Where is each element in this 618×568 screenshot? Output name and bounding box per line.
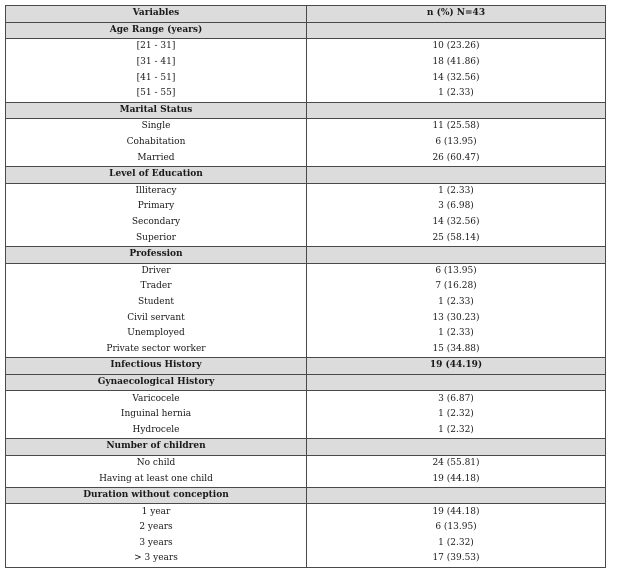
row-label: Superior: [6, 230, 307, 246]
row-value: 14 (32.56): [307, 70, 606, 86]
row-value: 1 (2.32): [307, 536, 606, 552]
row-label: Primary: [6, 199, 307, 215]
row-value: 19 (44.18): [307, 471, 606, 487]
section-row: [6, 166, 606, 183]
row-value: 25 (58.14): [307, 230, 606, 246]
row-label: No child: [6, 455, 307, 471]
section-value: [307, 102, 606, 119]
row-value: 1 (2.33): [307, 326, 606, 342]
table-row: [6, 86, 606, 102]
table-row: [6, 70, 606, 86]
table-row: [6, 183, 606, 199]
row-label: Driver: [6, 263, 307, 279]
row-label: [31 - 41]: [6, 55, 307, 71]
table-row: [6, 135, 606, 151]
table-row: [6, 551, 606, 567]
row-value: 6 (13.95): [307, 520, 606, 536]
row-label: Private sector worker: [6, 341, 307, 357]
row-label: Illiteracy: [6, 183, 307, 199]
row-value: 24 (55.81): [307, 455, 606, 471]
row-value: 1 (2.33): [307, 86, 606, 102]
table-row: [6, 455, 606, 471]
section-label: Age Range (years): [6, 22, 307, 39]
section-label: Duration without conception: [6, 487, 307, 504]
section-row: [6, 374, 606, 391]
row-value: 6 (13.95): [307, 263, 606, 279]
row-label: 2 years: [6, 520, 307, 536]
section-label: Marital Status: [6, 102, 307, 119]
table-row: [6, 230, 606, 246]
section-value: 19 (44.19): [307, 358, 606, 375]
section-row: [6, 246, 606, 263]
row-label: Secondary: [6, 215, 307, 231]
table-row: [6, 199, 606, 215]
table-row: [6, 520, 606, 536]
table-row: [6, 310, 606, 326]
table-row: [6, 263, 606, 279]
table-row: [6, 422, 606, 438]
table-row: [6, 504, 606, 520]
row-label: Single: [6, 119, 307, 135]
row-label: Varicocele: [6, 391, 307, 407]
row-label: [41 - 51]: [6, 70, 307, 86]
row-label: Trader: [6, 279, 307, 295]
section-label: Number of children: [6, 439, 307, 456]
row-label: Cohabitation: [6, 135, 307, 151]
row-value: 10 (23.26): [307, 39, 606, 55]
row-label: 1 year: [6, 504, 307, 520]
row-value: 3 (6.98): [307, 199, 606, 215]
section-value: [307, 439, 606, 456]
row-label: Inguinal hernia: [6, 407, 307, 423]
section-row: [6, 22, 606, 39]
row-label: [51 - 55]: [6, 86, 307, 102]
row-value: 3 (6.87): [307, 391, 606, 407]
row-label: Unemployed: [6, 326, 307, 342]
row-label: Student: [6, 295, 307, 311]
table-body: [6, 22, 606, 567]
row-label: > 3 years: [6, 551, 307, 567]
row-value: 1 (2.33): [307, 295, 606, 311]
row-value: 17 (39.53): [307, 551, 606, 567]
section-value: [307, 166, 606, 183]
table-container: [5, 5, 606, 568]
row-value: 15 (34.88): [307, 341, 606, 357]
header-variables: Variables: [6, 6, 307, 23]
section-label: Level of Education: [6, 166, 307, 183]
table-row: [6, 55, 606, 71]
row-value: 19 (44.18): [307, 504, 606, 520]
row-value: 13 (30.23): [307, 310, 606, 326]
row-value: 14 (32.56): [307, 215, 606, 231]
section-row: [6, 102, 606, 119]
section-value: [307, 374, 606, 391]
table-row: [6, 295, 606, 311]
table-row: [6, 326, 606, 342]
section-value: [307, 22, 606, 39]
table-row: [6, 536, 606, 552]
row-value: 6 (13.95): [307, 135, 606, 151]
table-row: [6, 341, 606, 357]
section-label: Profession: [6, 246, 307, 263]
row-label: [21 - 31]: [6, 39, 307, 55]
table-header-row: [6, 6, 606, 23]
section-row: [6, 439, 606, 456]
table-row: [6, 471, 606, 487]
row-value: 1 (2.33): [307, 183, 606, 199]
table-row: [6, 407, 606, 423]
row-label: Married: [6, 150, 307, 166]
table-row: [6, 215, 606, 231]
table-row: [6, 279, 606, 295]
table-row: [6, 391, 606, 407]
section-row: [6, 358, 606, 375]
row-label: Having at least one child: [6, 471, 307, 487]
section-value: [307, 487, 606, 504]
characteristics-table: [5, 5, 606, 568]
table-row: [6, 119, 606, 135]
row-value: 1 (2.32): [307, 407, 606, 423]
section-label: Infectious History: [6, 358, 307, 375]
table-row: [6, 150, 606, 166]
row-value: 26 (60.47): [307, 150, 606, 166]
row-value: 1 (2.32): [307, 422, 606, 438]
row-label: Hydrocele: [6, 422, 307, 438]
section-value: [307, 246, 606, 263]
row-value: 7 (16.28): [307, 279, 606, 295]
section-row: [6, 487, 606, 504]
row-label: 3 years: [6, 536, 307, 552]
section-label: Gynaecological History: [6, 374, 307, 391]
table-row: [6, 39, 606, 55]
row-value: 18 (41.86): [307, 55, 606, 71]
header-count: n (%) N=43: [307, 6, 606, 23]
row-label: Civil servant: [6, 310, 307, 326]
row-value: 11 (25.58): [307, 119, 606, 135]
